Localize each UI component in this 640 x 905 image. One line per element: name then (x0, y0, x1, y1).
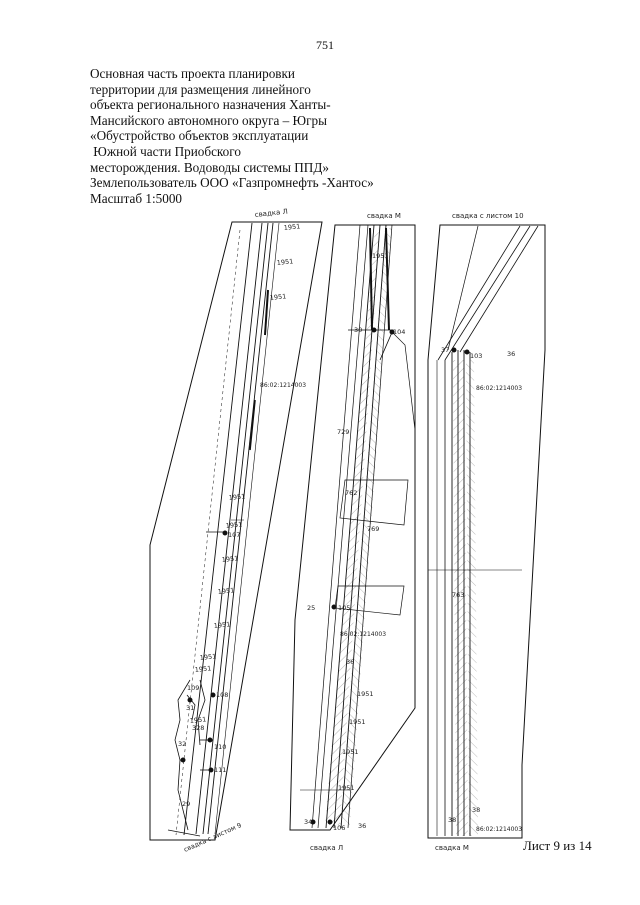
heading-line-3: объекта регионального назначения Ханты- (90, 97, 331, 113)
point-label: 29 (182, 800, 191, 808)
heading-line-2: территории для размещения линейного (90, 81, 311, 97)
panel-left-bottom-label: свадка с листом 9 (182, 821, 243, 854)
point-label: 769 (367, 525, 380, 533)
panel-right-cadastral-top: 86:02:1214003 (476, 385, 523, 392)
point-label: 31 (186, 704, 195, 712)
point-label: 1951 (199, 652, 217, 662)
panel-middle-bottom-label: свадка Л (310, 844, 344, 852)
panel-right (428, 225, 545, 838)
point-label: 36 (358, 822, 367, 830)
point-label: 38 (448, 816, 457, 824)
heading-line-8: Землепользователь ООО «Газпромнефть -Хантос» (90, 175, 374, 191)
point-label: 30 (354, 326, 363, 334)
point-label: 729 (337, 428, 350, 436)
point-label: 104 (393, 328, 406, 336)
point-label: 36 (346, 658, 355, 666)
point-label: 38 (472, 806, 481, 814)
point-label: 106 (333, 824, 346, 832)
point-label: 1951 (372, 252, 389, 260)
point-label: 1951 (194, 664, 212, 674)
point-label: 763 (452, 591, 465, 599)
point-label: 32 (178, 740, 187, 748)
panel-right-cadastral-bottom: 86:02:1214003 (476, 826, 523, 833)
point-label: 1951 (357, 690, 374, 698)
sheet-footer: Лист 9 из 14 (523, 838, 592, 853)
heading-line-6: Южной части Приобского (90, 143, 241, 159)
point-label: 1951 (217, 586, 235, 596)
point-label: 1951 (189, 715, 207, 725)
point-label: 1951 (338, 784, 355, 792)
heading-line-7: месторождения. Водоводы системы ППД» (90, 159, 329, 175)
panel-right-labels (435, 212, 524, 852)
panel-right-frame (428, 225, 545, 838)
heading-line-5: «Обустройство объектов эксплуатации (90, 128, 309, 144)
point-label: 1951 (349, 718, 366, 726)
point-label: 108 (216, 691, 229, 699)
panel-left-labels (178, 208, 306, 854)
point-label: 34 (304, 818, 313, 826)
heading-line-1: Основная часть проекта планировки (90, 66, 295, 81)
point-label: 1951 (225, 520, 243, 530)
panel-middle-cadastral: 86:02:1214003 (340, 631, 387, 638)
panel-middle (290, 225, 415, 830)
point-label: 105 (338, 604, 351, 612)
panel-left-cadastral: 86:02:1214003 (260, 382, 307, 389)
point-label: 1951 (283, 222, 301, 232)
scale-line: Масштаб 1:5000 (90, 190, 183, 206)
point-label: 1951 (269, 292, 287, 302)
point-label: 109 (187, 684, 200, 692)
panel-left-top-label: свадка Л (254, 207, 289, 219)
point-label: 110 (214, 743, 227, 751)
point-label: 36 (507, 350, 516, 358)
point-label: 1951 (276, 257, 294, 267)
point-label: 1951 (342, 748, 359, 756)
point-label: 111 (214, 766, 227, 774)
point-label: 1951 (213, 620, 231, 630)
point-label: 37 (441, 346, 450, 354)
page-number: 751 (316, 38, 334, 52)
panel-middle-top-label: свадка М (367, 212, 401, 220)
heading-line-4: Мансийского автономного округа – Югры (90, 112, 327, 128)
point-label: 103 (470, 352, 483, 360)
point-label: 762 (345, 489, 358, 497)
point-label: 25 (307, 604, 316, 612)
panel-right-bottom-label: свадка М (435, 844, 469, 852)
panel-right-top-label: свадка с листом 10 (452, 212, 524, 220)
point-label: 328 (192, 724, 205, 732)
point-label: 1951 (221, 554, 239, 564)
point-label: 1951 (228, 492, 246, 502)
point-label: 107 (228, 531, 241, 539)
